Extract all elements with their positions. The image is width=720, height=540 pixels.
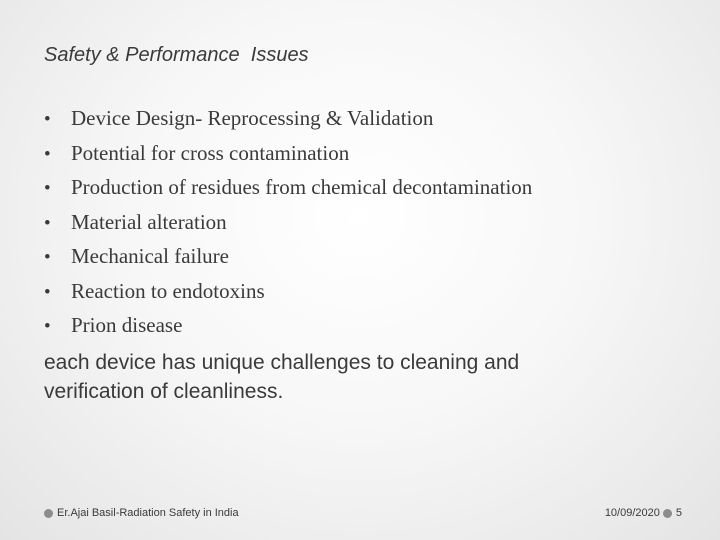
bullet-text: Material alteration — [71, 209, 227, 234]
bullet-dot-icon: • — [44, 143, 51, 165]
footer-circle-icon — [44, 509, 53, 518]
bullet-item — [44, 244, 532, 279]
bullet-text: Prion disease — [71, 313, 183, 337]
bullet-list — [44, 106, 532, 348]
bullet-dot-icon: • — [44, 109, 51, 130]
bullet-text: Production of residues from chemical decontamination — [71, 175, 533, 199]
bullet-text: Mechanical failure — [71, 244, 229, 268]
bullet-item — [44, 279, 532, 314]
bullet-dot-icon: • — [44, 247, 51, 268]
bullet-text: Reaction to endotoxins — [71, 278, 265, 303]
bullet-dot-icon: • — [44, 316, 51, 337]
closing-note-line: each device has unique challenges to cleaning and — [44, 351, 520, 374]
bullet-text: Device Design- Reprocessing & Validation — [71, 106, 434, 130]
footer-circle-icon — [663, 509, 672, 518]
slide-number: 5 — [675, 507, 682, 519]
bullet-item — [44, 210, 532, 245]
closing-note-line: verification of cleanliness. — [44, 380, 284, 403]
bullet-item — [44, 175, 532, 210]
bullet-item — [44, 141, 532, 176]
bullet-dot-icon: • — [44, 281, 51, 303]
bullet-item — [44, 106, 532, 141]
footer-right — [605, 507, 682, 519]
footer-date: 10/09/2020 — [604, 507, 660, 519]
bullet-text: Potential for cross contamination — [71, 140, 350, 165]
footer-left — [44, 507, 239, 519]
closing-note — [44, 348, 664, 406]
bullet-dot-icon: • — [44, 178, 51, 199]
bullet-item — [44, 313, 532, 348]
bullet-dot-icon: • — [44, 212, 51, 234]
footer-presenter-text: Er.Ajai Basil-Radiation Safety in India — [57, 507, 239, 519]
slide-title: Safety & Performance Issues — [44, 44, 309, 66]
